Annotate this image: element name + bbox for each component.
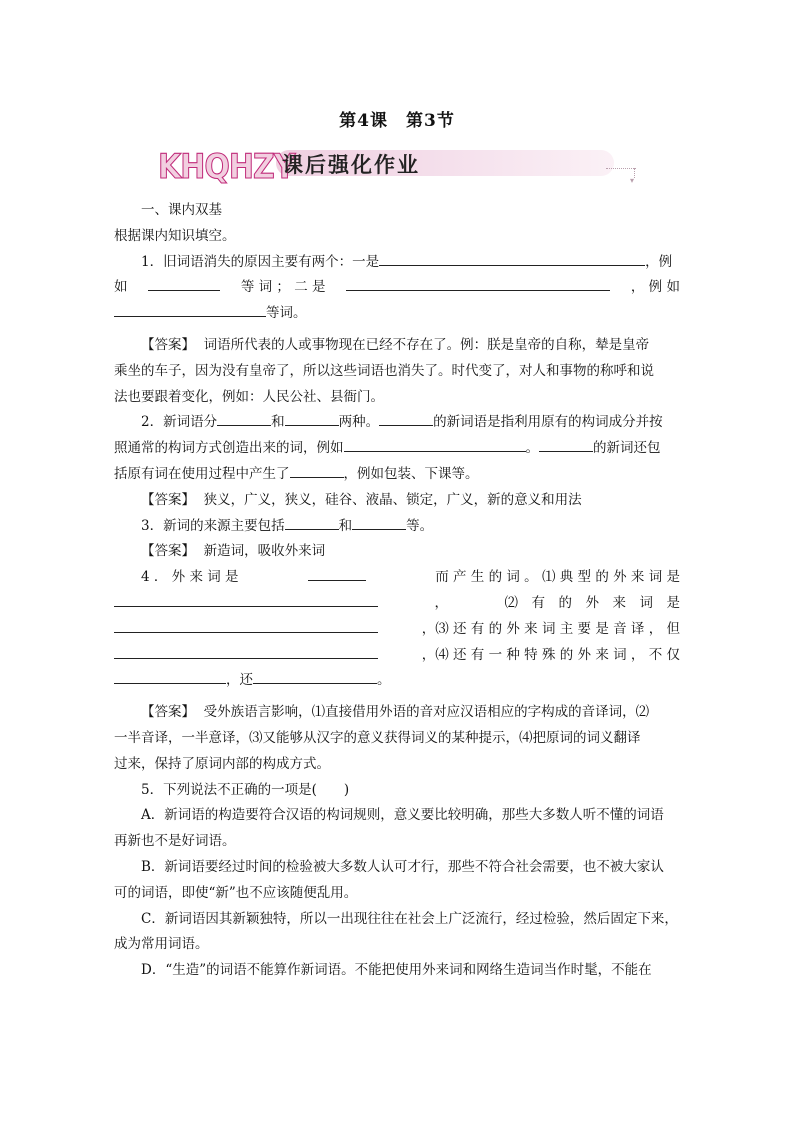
question-2-line-2: [114, 436, 680, 462]
answer-blank[interactable]: [114, 592, 378, 607]
q4-answer-line-1: [114, 700, 680, 726]
option-d-line-1[interactable]: D．“生造”的词语不能算作新词语。不能把使用外来词和网络生造词当作时髦，不能在: [141, 962, 652, 979]
option-b-line-2: 可的词语，即使“新”也不应该随便乱用。: [114, 884, 358, 901]
answer-tag: 【答案】: [141, 543, 195, 560]
option-a-line-2: 再新也不是好词语。: [114, 833, 236, 850]
q1-answer-line-2: 乘坐的车子，因为没有皇帝了，所以这些词语也消失了。时代变了，对人和事物的称呼和说: [114, 362, 654, 379]
question-2: [114, 410, 680, 436]
q2-answer: [114, 488, 680, 514]
q1-text-c3: ， 例 如: [630, 279, 680, 296]
q4-text-b1: ，: [434, 594, 448, 611]
answer-tag: 【答案】: [141, 704, 195, 721]
q2-answer-text: 狭义，广义，狭义，硅谷、液晶、锁定，广义，新的意义和用法: [203, 491, 582, 508]
question-2-line-3: [114, 462, 680, 488]
option-c-line-2: 成为常用词语。: [114, 936, 209, 953]
answer-blank[interactable]: [290, 463, 344, 478]
q4-text-c1: ，⑶ 还 有 的 外 来 词 主 要 是 音 译 ， 但: [421, 620, 680, 637]
question-4-line-2: [114, 591, 680, 617]
q1-answer-line-1: [114, 333, 680, 359]
arrow-down-icon: ▾: [630, 176, 635, 185]
answer-tag: 【答案】: [141, 491, 195, 508]
question-1: [114, 250, 680, 276]
banner-decoration-tick: [634, 168, 636, 178]
q2-text-a4: 的新词语是指利用原有的构词成分并按: [433, 414, 663, 431]
option-a-line-1[interactable]: A．新词语的构造要符合汉语的构词规则，意义要比较明确，那些大多数人听不懂的词语: [141, 807, 664, 824]
question-3: [114, 514, 680, 540]
banner-logo: KHQHZY: [158, 148, 295, 188]
q4-text-d1: ，⑷ 还 有 一 种 特 殊 的 外 来 词 ， 不 仅: [421, 646, 680, 663]
q3-text-a2: 和: [338, 517, 353, 534]
q2-text-b1: 照通常的构词方式创造出来的词，例如: [114, 440, 344, 457]
answer-blank[interactable]: [344, 437, 526, 452]
answer-blank[interactable]: [285, 411, 339, 426]
answer-blank[interactable]: [379, 251, 645, 266]
answer-tag: 【答案】: [141, 336, 195, 353]
q2-text-a1: 2．新词语分: [141, 414, 218, 431]
q3-answer-text: 新造词，吸收外来词: [203, 543, 326, 560]
answer-blank[interactable]: [253, 669, 377, 684]
instruction-text: 根据课内知识填空。: [114, 227, 236, 244]
answer-blank[interactable]: [352, 515, 406, 530]
answer-blank[interactable]: [148, 276, 220, 291]
answer-blank[interactable]: [114, 644, 378, 659]
question-4: [114, 565, 680, 591]
option-b-line-1[interactable]: B．新词语要经过时间的检验被大多数人认可才行，那些不符合社会需要，也不被大家认: [141, 858, 664, 875]
banner-title: 课后强化作业: [282, 153, 420, 177]
q2-text-a2: 和: [271, 414, 285, 431]
q2-text-c1: 括原有词在使用过程中产生了: [114, 465, 290, 482]
section-heading: 一、课内双基: [141, 202, 222, 218]
q4-answer-line-2: 一半音译，一半意译，⑶又能够从汉字的意义获得词义的某种提示，⑷把原词的词义翻译: [114, 729, 641, 746]
question-4-line-3: [114, 617, 680, 643]
answer-blank[interactable]: [379, 411, 433, 426]
answer-blank[interactable]: [539, 437, 593, 452]
answer-blank[interactable]: [285, 515, 339, 530]
homework-banner: [158, 148, 638, 186]
question-1-line-2: [114, 275, 680, 301]
lesson-title: 第4课 第3节: [339, 111, 455, 131]
answer-blank[interactable]: [114, 618, 378, 633]
document-content: [114, 198, 680, 984]
question-4-line-5: [114, 668, 680, 694]
q1-text-b: ，例: [645, 253, 673, 270]
question-5: 5．下列说法不正确的一项是( ): [141, 781, 350, 798]
q2-text-b2: 。: [525, 440, 539, 457]
q3-text-a1: 3．新词的来源主要包括: [141, 517, 285, 534]
q4-answer-text: 受外族语言影响，⑴直接借用外语的音对应汉语相应的字构成的音译词，⑵: [203, 704, 650, 721]
q4-text-e1: ，还: [226, 672, 253, 689]
q4-text-e2: 。: [377, 672, 391, 689]
answer-blank[interactable]: [308, 566, 366, 581]
q2-text-b3: 的新词还包: [593, 440, 661, 457]
q1-text-c1: 如: [114, 279, 128, 296]
q4-text-a2: 而 产 生 的 词 。 ⑴ 典 型 的 外 来 词 是: [435, 569, 680, 586]
question-4-line-4: [114, 643, 680, 669]
q1-answer-text: 词语所代表的人或事物现在已经不存在了。例：朕是皇帝的自称，辇是皇帝: [203, 336, 650, 353]
q2-text-c2: ，例如包装、下课等。: [343, 465, 479, 482]
answer-blank[interactable]: [114, 669, 226, 684]
q1-text-c2: 等 词 ； 二 是: [240, 279, 326, 296]
q3-text-a3: 等。: [406, 517, 434, 534]
answer-blank[interactable]: [346, 276, 610, 291]
q2-text-a3: 两种。: [338, 414, 380, 431]
answer-blank[interactable]: [114, 302, 266, 317]
q4-answer-line-3: 过来，保持了原词内部的构成方式。: [114, 755, 330, 772]
banner-decoration-line: [606, 168, 636, 170]
question-1-line-3: [114, 301, 680, 327]
q1-answer-line-3: 法也要跟着变化，例如：人民公社、县衙门。: [114, 388, 384, 405]
q3-answer: [114, 539, 680, 565]
answer-blank[interactable]: [217, 411, 271, 426]
q1-text-a: 1．旧词语消失的原因主要有两个：一是: [141, 253, 380, 270]
q4-text-b2: ⑵ 有 的 外 来 词 是: [504, 594, 680, 611]
option-c-line-1[interactable]: C．新词语因其新颖独特，所以一出现往往在社会上广泛流行，经过检验，然后固定下来，: [141, 910, 678, 927]
q4-text-a1: 4 ． 外 来 词 是: [141, 569, 239, 586]
q1-text-d: 等词。: [266, 305, 307, 322]
